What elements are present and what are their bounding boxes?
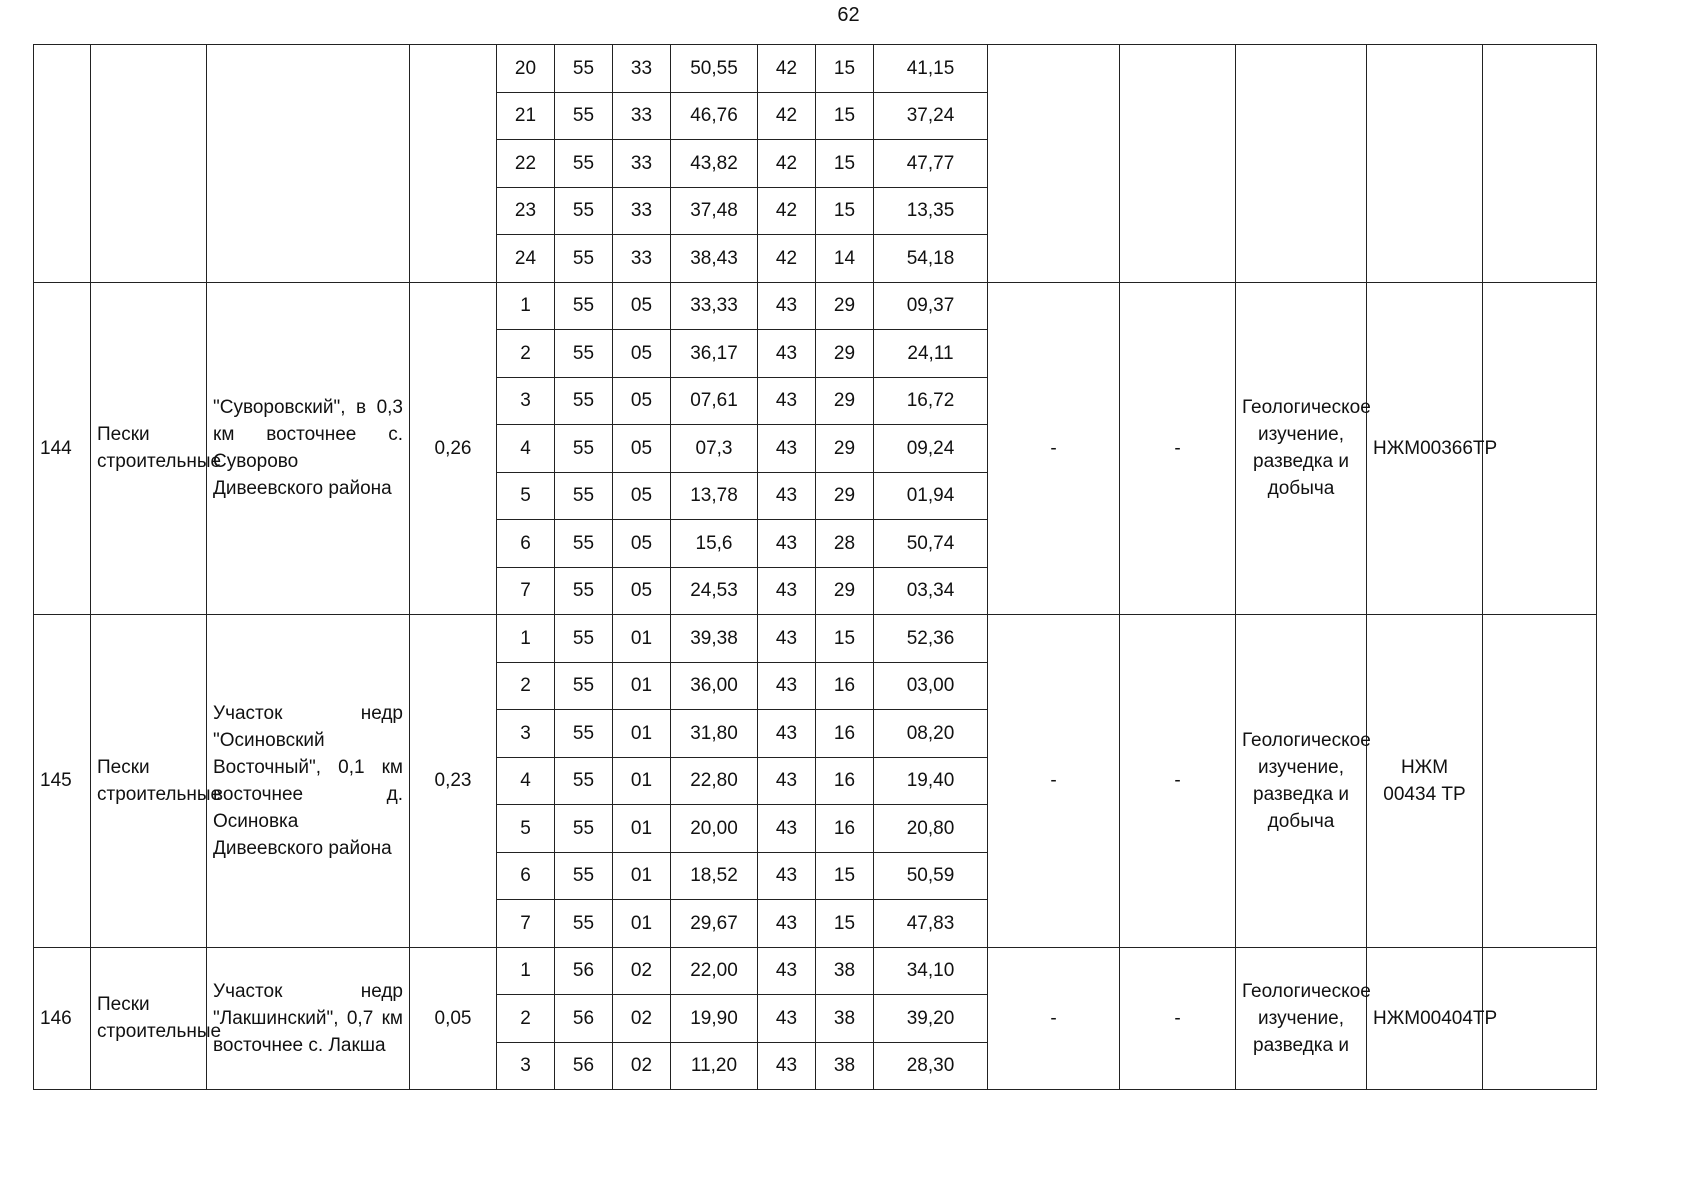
- lat-degrees: 56: [555, 947, 613, 995]
- point-number: 3: [497, 710, 555, 758]
- lon-minutes: 29: [816, 282, 874, 330]
- point-number: 6: [497, 520, 555, 568]
- lon-seconds: 09,24: [874, 425, 988, 473]
- lon-degrees: 43: [758, 567, 816, 615]
- lon-seconds: 52,36: [874, 615, 988, 663]
- table-row: [34, 947, 1597, 995]
- point-number: 7: [497, 567, 555, 615]
- site-location: Участок недр "Лакшинский", 0,7 км восточнее с. Лакша: [207, 947, 410, 1090]
- column-9: -: [988, 615, 1120, 948]
- lon-degrees: 42: [758, 187, 816, 235]
- column-10: -: [1120, 615, 1236, 948]
- lat-degrees: 55: [555, 377, 613, 425]
- lat-degrees: 55: [555, 757, 613, 805]
- lat-minutes: 05: [613, 472, 671, 520]
- lat-minutes: 01: [613, 757, 671, 805]
- lon-seconds: 24,11: [874, 330, 988, 378]
- lat-minutes: 05: [613, 377, 671, 425]
- lon-minutes: 15: [816, 900, 874, 948]
- license-number: [1367, 45, 1483, 283]
- use-type: Геологическое изучение, разведка и добыча: [1236, 282, 1367, 615]
- lat-seconds: 22,80: [671, 757, 758, 805]
- lon-degrees: 43: [758, 852, 816, 900]
- point-number: 1: [497, 947, 555, 995]
- table-row: [34, 282, 1597, 330]
- area-value: 0,23: [410, 615, 497, 948]
- lat-seconds: 29,67: [671, 900, 758, 948]
- lon-degrees: 42: [758, 45, 816, 93]
- lat-minutes: 02: [613, 947, 671, 995]
- lon-minutes: 29: [816, 472, 874, 520]
- lat-degrees: 55: [555, 282, 613, 330]
- lon-seconds: 01,94: [874, 472, 988, 520]
- lat-seconds: 20,00: [671, 805, 758, 853]
- lat-minutes: 01: [613, 900, 671, 948]
- site-location: [207, 45, 410, 283]
- lat-seconds: 13,78: [671, 472, 758, 520]
- point-number: 6: [497, 852, 555, 900]
- record-number: 146: [34, 947, 91, 1090]
- lat-degrees: 55: [555, 615, 613, 663]
- lat-degrees: 55: [555, 900, 613, 948]
- point-number: 3: [497, 377, 555, 425]
- lon-seconds: 03,34: [874, 567, 988, 615]
- use-type: Геологическое изучение, разведка и добыча: [1236, 615, 1367, 948]
- lat-degrees: 56: [555, 1042, 613, 1090]
- column-13: [1483, 45, 1597, 283]
- mineral-type: Пески строительные: [91, 947, 207, 1090]
- record-number: 144: [34, 282, 91, 615]
- lat-degrees: 55: [555, 805, 613, 853]
- lat-minutes: 33: [613, 140, 671, 188]
- lat-minutes: 01: [613, 615, 671, 663]
- lon-minutes: 15: [816, 615, 874, 663]
- lat-degrees: 55: [555, 520, 613, 568]
- lon-minutes: 15: [816, 92, 874, 140]
- license-number: НЖМ 00434 ТР: [1367, 615, 1483, 948]
- lat-degrees: 55: [555, 425, 613, 473]
- lon-degrees: 43: [758, 615, 816, 663]
- site-location: Участок недр "Осиновский Восточный", 0,1 км восточнее д. Осиновка Дивеевского района: [207, 615, 410, 948]
- lon-seconds: 09,37: [874, 282, 988, 330]
- lat-seconds: 50,55: [671, 45, 758, 93]
- lat-minutes: 01: [613, 805, 671, 853]
- lat-minutes: 05: [613, 282, 671, 330]
- lat-degrees: 55: [555, 140, 613, 188]
- lon-seconds: 50,74: [874, 520, 988, 568]
- lon-minutes: 28: [816, 520, 874, 568]
- lat-seconds: 36,17: [671, 330, 758, 378]
- lon-seconds: 54,18: [874, 235, 988, 283]
- lat-minutes: 33: [613, 187, 671, 235]
- lon-seconds: 16,72: [874, 377, 988, 425]
- column-13: [1483, 615, 1597, 948]
- lat-seconds: 38,43: [671, 235, 758, 283]
- lon-minutes: 38: [816, 995, 874, 1043]
- lon-seconds: 20,80: [874, 805, 988, 853]
- lat-degrees: 55: [555, 45, 613, 93]
- column-13: [1483, 947, 1597, 1090]
- lat-minutes: 01: [613, 662, 671, 710]
- column-13: [1483, 282, 1597, 615]
- lat-minutes: 05: [613, 425, 671, 473]
- lat-minutes: 05: [613, 330, 671, 378]
- lon-seconds: 28,30: [874, 1042, 988, 1090]
- lat-seconds: 11,20: [671, 1042, 758, 1090]
- lat-degrees: 56: [555, 995, 613, 1043]
- point-number: 5: [497, 805, 555, 853]
- point-number: 3: [497, 1042, 555, 1090]
- lat-degrees: 55: [555, 710, 613, 758]
- lon-seconds: 41,15: [874, 45, 988, 93]
- lon-degrees: 43: [758, 947, 816, 995]
- subsoil-registry-table: [33, 44, 1597, 1090]
- lon-minutes: 14: [816, 235, 874, 283]
- point-number: 2: [497, 662, 555, 710]
- point-number: 24: [497, 235, 555, 283]
- lon-minutes: 38: [816, 1042, 874, 1090]
- lon-seconds: 47,83: [874, 900, 988, 948]
- point-number: 21: [497, 92, 555, 140]
- lon-degrees: 42: [758, 92, 816, 140]
- point-number: 5: [497, 472, 555, 520]
- record-number: 145: [34, 615, 91, 948]
- lat-seconds: 18,52: [671, 852, 758, 900]
- lat-seconds: 39,38: [671, 615, 758, 663]
- license-number: НЖМ00366ТР: [1367, 282, 1483, 615]
- lat-minutes: 02: [613, 1042, 671, 1090]
- lon-degrees: 43: [758, 662, 816, 710]
- lat-seconds: 22,00: [671, 947, 758, 995]
- lon-degrees: 43: [758, 757, 816, 805]
- area-value: 0,26: [410, 282, 497, 615]
- lon-degrees: 43: [758, 377, 816, 425]
- lat-seconds: 24,53: [671, 567, 758, 615]
- mineral-type: [91, 45, 207, 283]
- lon-seconds: 03,00: [874, 662, 988, 710]
- point-number: 1: [497, 282, 555, 330]
- table-row: [34, 615, 1597, 663]
- lon-degrees: 43: [758, 710, 816, 758]
- point-number: 2: [497, 995, 555, 1043]
- lon-degrees: 43: [758, 520, 816, 568]
- lon-degrees: 42: [758, 140, 816, 188]
- page-number: 62: [837, 4, 860, 26]
- record-number: [34, 45, 91, 283]
- lon-seconds: 34,10: [874, 947, 988, 995]
- column-9: [988, 45, 1120, 283]
- lat-seconds: 31,80: [671, 710, 758, 758]
- lon-minutes: 29: [816, 330, 874, 378]
- point-number: 1: [497, 615, 555, 663]
- point-number: 22: [497, 140, 555, 188]
- lat-degrees: 55: [555, 567, 613, 615]
- lat-degrees: 55: [555, 472, 613, 520]
- point-number: 7: [497, 900, 555, 948]
- lat-degrees: 55: [555, 92, 613, 140]
- lon-seconds: 37,24: [874, 92, 988, 140]
- lon-degrees: 43: [758, 995, 816, 1043]
- lat-degrees: 55: [555, 662, 613, 710]
- lat-seconds: 36,00: [671, 662, 758, 710]
- column-9: -: [988, 947, 1120, 1090]
- lat-minutes: 33: [613, 45, 671, 93]
- use-type: [1236, 45, 1367, 283]
- lat-degrees: 55: [555, 187, 613, 235]
- lat-minutes: 01: [613, 710, 671, 758]
- mineral-type: Пески строительные: [91, 615, 207, 948]
- lon-minutes: 15: [816, 140, 874, 188]
- lon-seconds: 08,20: [874, 710, 988, 758]
- column-9: -: [988, 282, 1120, 615]
- area-value: 0,05: [410, 947, 497, 1090]
- lat-seconds: 19,90: [671, 995, 758, 1043]
- lat-seconds: 43,82: [671, 140, 758, 188]
- lon-minutes: 15: [816, 852, 874, 900]
- lat-seconds: 07,3: [671, 425, 758, 473]
- lon-seconds: 47,77: [874, 140, 988, 188]
- lat-minutes: 01: [613, 852, 671, 900]
- lon-minutes: 29: [816, 425, 874, 473]
- lon-minutes: 16: [816, 757, 874, 805]
- lat-minutes: 05: [613, 520, 671, 568]
- lon-degrees: 43: [758, 1042, 816, 1090]
- mineral-type: Пески строительные: [91, 282, 207, 615]
- use-type: Геологическое изучение, разведка и: [1236, 947, 1367, 1090]
- lon-seconds: 13,35: [874, 187, 988, 235]
- point-number: 20: [497, 45, 555, 93]
- column-10: -: [1120, 947, 1236, 1090]
- area-value: [410, 45, 497, 283]
- lon-degrees: 43: [758, 900, 816, 948]
- lon-degrees: 43: [758, 330, 816, 378]
- column-10: -: [1120, 282, 1236, 615]
- lat-degrees: 55: [555, 235, 613, 283]
- lon-minutes: 29: [816, 567, 874, 615]
- lat-minutes: 02: [613, 995, 671, 1043]
- lon-degrees: 43: [758, 472, 816, 520]
- column-10: [1120, 45, 1236, 283]
- lat-seconds: 07,61: [671, 377, 758, 425]
- lon-minutes: 38: [816, 947, 874, 995]
- lat-seconds: 46,76: [671, 92, 758, 140]
- lon-minutes: 16: [816, 805, 874, 853]
- table-row: [34, 45, 1597, 93]
- lon-minutes: 16: [816, 710, 874, 758]
- point-number: 4: [497, 757, 555, 805]
- lon-degrees: 43: [758, 805, 816, 853]
- point-number: 4: [497, 425, 555, 473]
- point-number: 23: [497, 187, 555, 235]
- lon-degrees: 43: [758, 282, 816, 330]
- lon-degrees: 43: [758, 425, 816, 473]
- lon-degrees: 42: [758, 235, 816, 283]
- lat-seconds: 33,33: [671, 282, 758, 330]
- lon-minutes: 29: [816, 377, 874, 425]
- lon-minutes: 15: [816, 187, 874, 235]
- lat-degrees: 55: [555, 852, 613, 900]
- lat-degrees: 55: [555, 330, 613, 378]
- lat-minutes: 05: [613, 567, 671, 615]
- lon-minutes: 16: [816, 662, 874, 710]
- lat-minutes: 33: [613, 92, 671, 140]
- lon-seconds: 39,20: [874, 995, 988, 1043]
- license-number: НЖМ00404ТР: [1367, 947, 1483, 1090]
- lon-seconds: 50,59: [874, 852, 988, 900]
- site-location: "Суворовский", в 0,3 км восточнее с. Суворово Дивеевского района: [207, 282, 410, 615]
- point-number: 2: [497, 330, 555, 378]
- lon-seconds: 19,40: [874, 757, 988, 805]
- lat-seconds: 15,6: [671, 520, 758, 568]
- lon-minutes: 15: [816, 45, 874, 93]
- lat-minutes: 33: [613, 235, 671, 283]
- lat-seconds: 37,48: [671, 187, 758, 235]
